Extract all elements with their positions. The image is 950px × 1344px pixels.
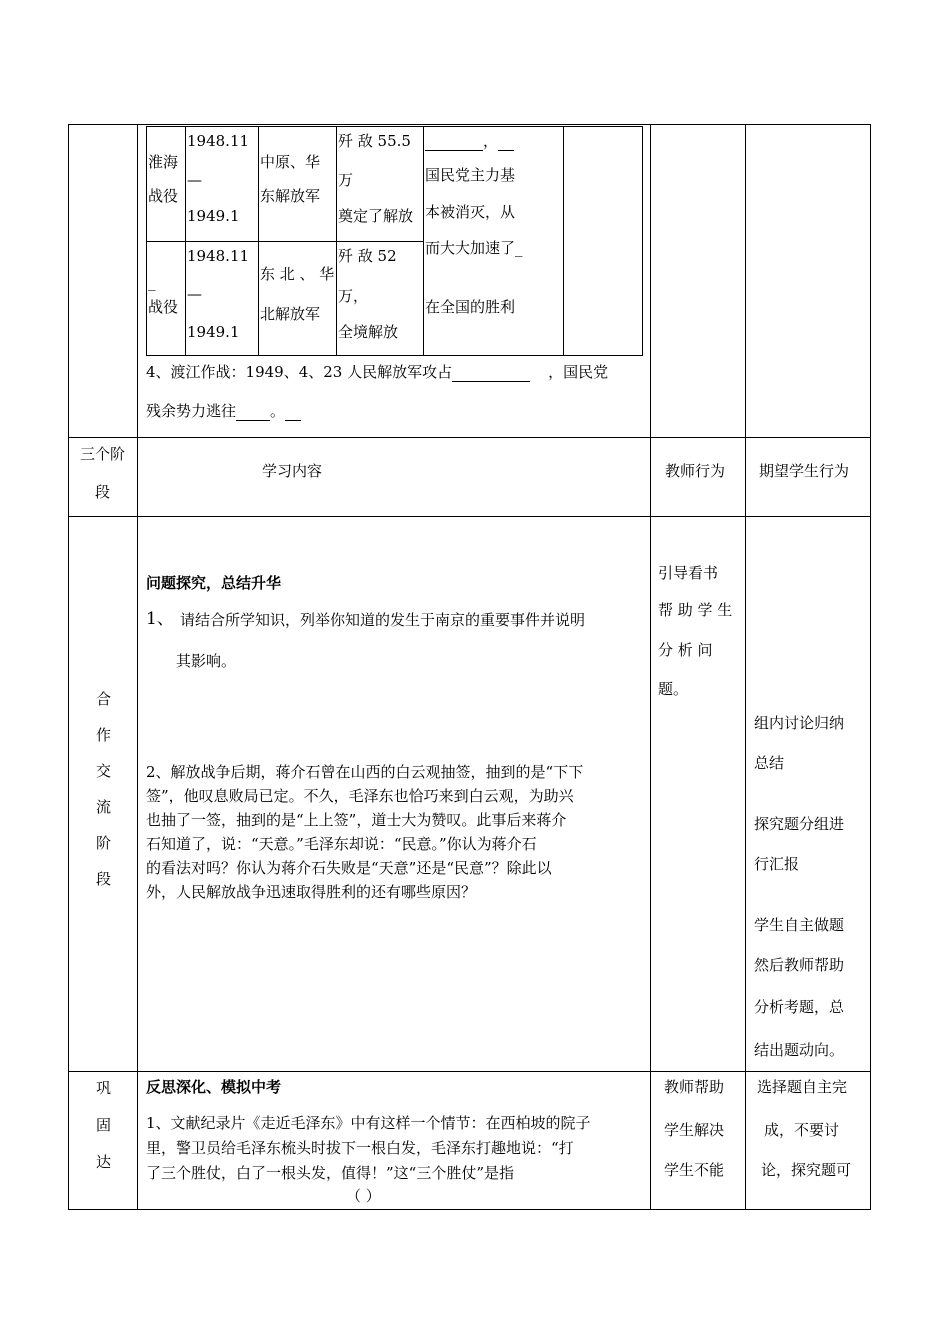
inner-col-3: [336, 126, 337, 356]
significance-line5: 在全国的胜利: [425, 298, 516, 316]
coop-q2-line4: 石知道了，说：“天意。”毛泽东却说：“民意。”你认为蒋介石: [146, 835, 537, 853]
coop-teacher-line2: 帮 助 学 生: [658, 601, 733, 619]
coop-student-line5: 学生自主做题: [754, 916, 845, 934]
coop-stage-char-4: 流: [96, 798, 112, 816]
crossing-line1: [146, 362, 608, 382]
inner-col-1: [185, 126, 186, 356]
pingjin-time-line3: 1949.1: [187, 323, 240, 341]
significance-line3: 本被消灭，从: [425, 203, 516, 221]
header-stage-line1: 三个阶: [80, 445, 126, 463]
coop-q2-line2: 签”，他叹息败局已定。不久，毛泽东也恰巧来到白云观，为助兴: [146, 787, 574, 805]
header-content: 学习内容: [262, 462, 323, 480]
outer-right-border: [870, 124, 871, 1210]
coop-q1-line1: 请结合所学知识，列举你知道的发生于南京的重要事件并说明: [180, 611, 586, 629]
consol-stage-char-3: 达: [96, 1153, 112, 1171]
header-stage-line2: 段: [95, 483, 111, 501]
inner-table-mid: [146, 241, 423, 242]
consol-teacher-line1: 教师帮助: [664, 1078, 725, 1096]
outer-left-border: [68, 124, 69, 1210]
consol-q1-line1: 1、文献纪录片《走近毛泽东》中有这样一个情节：在西柏坡的院子: [146, 1114, 591, 1132]
coop-stage-char-1: 合: [96, 690, 112, 708]
huaihai-name-line2: 战役: [148, 187, 179, 205]
coop-teacher-line3: 分 析 问: [658, 641, 713, 659]
coop-q2-line6: 外，人民解放战争迅速取得胜利的还有哪些原因？: [146, 883, 477, 901]
pingjin-result-line2: 万，: [338, 287, 369, 305]
crossing-line2-prefix: 残余势力逃往: [146, 402, 237, 420]
huaihai-army-line1: 中原、华: [260, 153, 321, 171]
coop-section-title: 问题探究，总结升华: [146, 574, 282, 592]
coop-q1-number: 1、: [146, 609, 174, 629]
significance-comma: ，: [483, 132, 499, 150]
header-teacher: 教师行为: [665, 462, 726, 480]
col-divider-content: [650, 124, 651, 1210]
outer-top-border: [68, 124, 870, 125]
consol-teacher-line2: 学生解决: [664, 1121, 725, 1139]
row-divider-3: [68, 1071, 870, 1072]
consol-section-title: 反思深化、模拟中考: [146, 1078, 282, 1096]
coop-stage-char-5: 阶: [96, 834, 112, 852]
col-divider-teacher: [745, 124, 746, 1210]
consol-student-line3: 论，探究题可: [761, 1161, 852, 1179]
coop-student-line6: 然后教师帮助: [754, 956, 845, 974]
blank-crossing-city[interactable]: [452, 365, 530, 382]
col-divider-stage: [137, 124, 138, 1210]
consol-student-line1: 选择题自主完: [757, 1078, 848, 1096]
crossing-line1-suffix: ，国民党: [548, 363, 609, 381]
pingjin-army-line2: 北解放军: [260, 305, 321, 323]
coop-stage-char-2: 作: [96, 726, 112, 744]
consol-stage-char-1: 巩: [96, 1079, 112, 1097]
row-divider-1: [68, 437, 870, 438]
row-divider-2: [68, 516, 870, 517]
blank-crossing-dest-b[interactable]: [285, 404, 301, 421]
coop-student-line8: 结出题动向。: [754, 1041, 845, 1059]
huaihai-result-line1: 歼 敌 55.5: [338, 132, 411, 150]
inner-col-0: [146, 126, 147, 356]
huaihai-name-line1: 淮海: [148, 153, 179, 171]
huaihai-army-line2: 东解放军: [260, 187, 321, 205]
consol-stage-char-2: 固: [96, 1116, 112, 1134]
consol-q1-line3: 了三个胜仗，白了一根头发，值得！”这“三个胜仗”是指: [146, 1164, 515, 1182]
crossing-line2: [146, 401, 301, 421]
pingjin-time-line1: 1948.11: [187, 247, 250, 265]
inner-col-6: [642, 126, 643, 356]
coop-teacher-line1: 引导看书: [658, 564, 719, 582]
consol-answer-paren[interactable]: （ ）: [346, 1187, 381, 1205]
inner-col-4: [423, 126, 424, 356]
inner-table-top: [146, 126, 642, 127]
coop-student-line1: 组内讨论归纳: [754, 714, 845, 732]
coop-student-line3: 探究题分组进: [754, 815, 845, 833]
crossing-line1-prefix: 4、渡江作战：1949、4、23 人民解放军攻占: [146, 363, 453, 381]
crossing-line2-suffix: 。: [270, 402, 286, 420]
coop-stage-char-6: 段: [96, 870, 112, 888]
significance-line1: [425, 131, 514, 151]
coop-q2-line5: 的看法对吗？你认为蒋介石失败是“天意”还是“民意”？除此以: [146, 859, 552, 877]
pingjin-army-line1: 东 北 、 华: [260, 265, 335, 283]
pingjin-result-line1: 歼 敌 52: [338, 247, 397, 265]
blank-significance-1[interactable]: [425, 134, 483, 151]
blank-significance-1b[interactable]: [498, 134, 514, 151]
pingjin-result-line3: 全境解放: [338, 323, 399, 341]
coop-student-line2: 总结: [754, 754, 785, 772]
coop-stage-char-3: 交: [96, 762, 112, 780]
inner-col-5: [563, 126, 564, 356]
pingjin-name-line2: 战役: [148, 298, 179, 316]
coop-student-line7: 分析考题，总: [754, 998, 845, 1016]
significance-line2: 国民党主力基: [425, 166, 516, 184]
huaihai-result-line2: 万: [338, 171, 354, 189]
coop-q2-line1: 2、解放战争后期，蒋介石曾在山西的白云观抽签，抽到的是“下下: [146, 763, 584, 781]
inner-col-2: [258, 126, 259, 356]
blank-crossing-dest[interactable]: [236, 404, 270, 421]
inner-table-bottom: [146, 355, 642, 356]
huaihai-time-line3: 1949.1: [187, 207, 240, 225]
consol-q1-line2: 里，警卫员给毛泽东梳头时拔下一根白发，毛泽东打趣地说：“打: [146, 1139, 574, 1157]
coop-student-line4: 行汇报: [754, 855, 800, 873]
huaihai-time-line1: 1948.11: [187, 132, 250, 150]
pingjin-name-line1[interactable]: _: [148, 273, 156, 291]
consol-teacher-line3: 学生不能: [664, 1161, 725, 1179]
header-student: 期望学生行为: [759, 462, 850, 480]
pingjin-time-line2: —: [187, 285, 202, 303]
huaihai-time-line2: —: [187, 171, 202, 189]
consol-student-line2: 成，不要讨: [764, 1121, 840, 1139]
coop-q1-line2: 其影响。: [176, 652, 237, 670]
significance-line4: 而大大加速了_: [425, 239, 523, 257]
outer-bottom-border: [68, 1209, 870, 1210]
coop-q2-line3: 也抽了一签，抽到的是“上上签”，道士大为赞叹。此事后来蒋介: [146, 811, 567, 829]
coop-teacher-line4: 题。: [658, 680, 689, 698]
huaihai-result-line3: 奠定了解放: [338, 207, 414, 225]
